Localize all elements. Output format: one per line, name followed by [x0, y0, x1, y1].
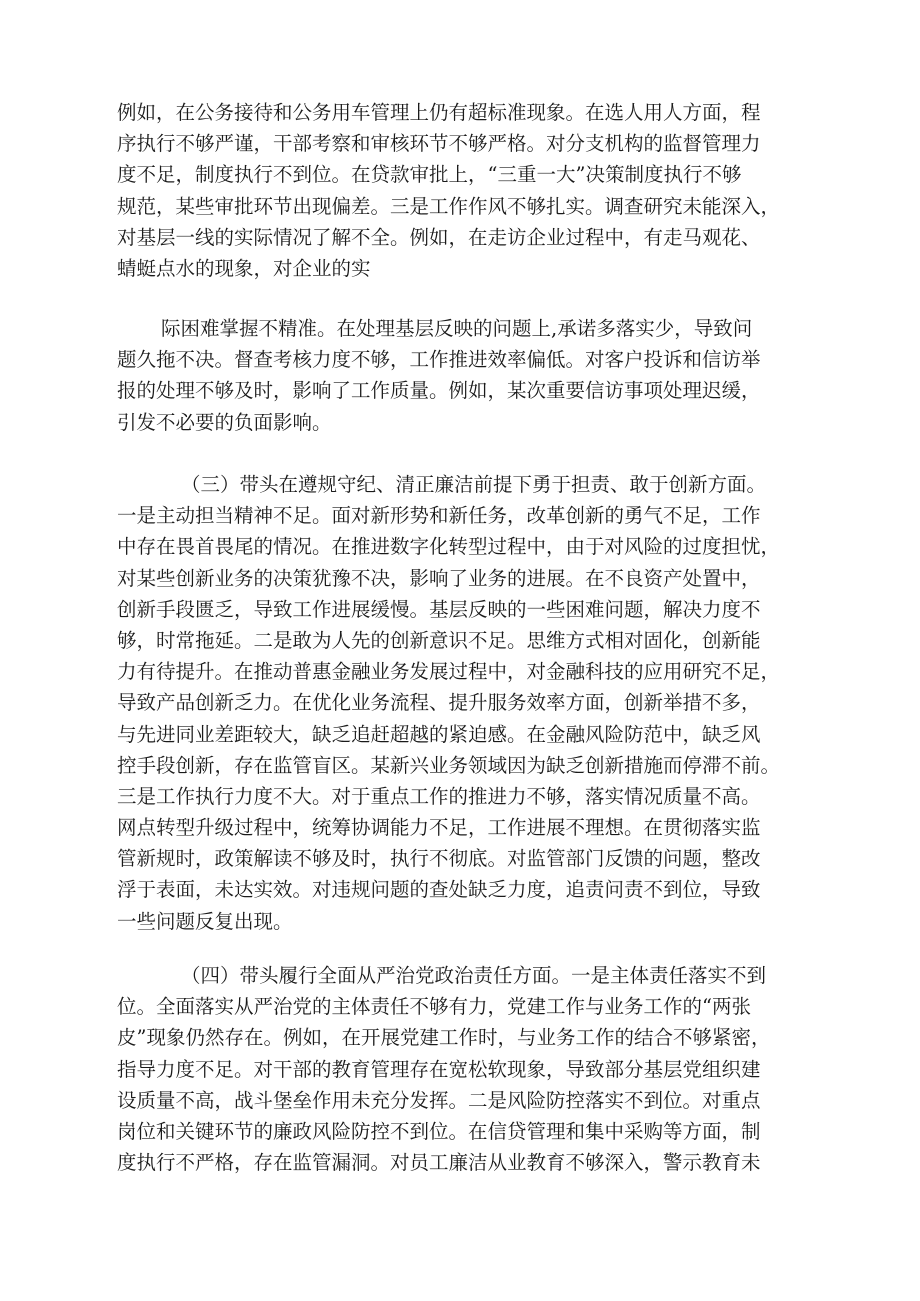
paragraph-line: 对基层一线的实际情况了解不全。例如，在走访企业过程中，有走马观花、	[117, 225, 761, 249]
paragraph-line: 一是主动担当精神不足。面对新形势和新任务，改革创新的勇气不足，工作	[117, 504, 761, 528]
paragraph-line: 引发不必要的负面影响。	[117, 410, 332, 434]
paragraph-4	[117, 960, 837, 1178]
paragraph-line: 够，时常拖延。二是敢为人先的创新意识不足。思维方式相对固化，创新能	[117, 628, 761, 652]
paragraph-line: 管新规时，政策解读不够及时，执行不彻底。对监管部门反馈的问题，整改	[117, 847, 761, 871]
paragraph-line: 指导力度不足。对干部的教育管理存在宽松软现象，导致部分基层党组织建	[117, 1057, 761, 1081]
paragraph-line: 例如，在公务接待和公务用车管理上仍有超标准现象。在选人用人方面，程	[117, 101, 761, 124]
paragraph-line: 度不足，制度执行不到位。在贷款审批上，“三重一大”决策制度执行不够	[117, 163, 742, 187]
paragraph-line: 力有待提升。在推动普惠金融业务发展过程中，对金融科技的应用研究不足，	[117, 660, 781, 684]
paragraph-line: 际困难掌握不精准。在处理基层反映的问题上,承诺多落实少，导致问	[161, 317, 753, 340]
paragraph-line: 一些问题反复出现。	[117, 909, 293, 933]
paragraph-line: 与先进同业差距较大，缺乏追赶超越的紧迫感。在金融风险防范中，缺乏风	[117, 722, 761, 746]
paragraph-line: 导致产品创新乏力。在优化业务流程、提升服务效率方面，创新举措不多，	[117, 691, 761, 715]
section-heading-4: （四）带头履行全面从严治党政治责任方面。一是主体责任落实不到	[181, 964, 767, 987]
section-heading-3: （三）带头在遵规守纪、清正廉洁前提下勇于担责、敢于创新方面。	[181, 473, 767, 496]
paragraph-line: 设质量不高，战斗堡垒作用未充分发挥。二是风险防控落实不到位。对重点	[117, 1088, 761, 1112]
paragraph-line: 浮于表面，未达实效。对违规问题的查处缺乏力度，追责问责不到位，导致	[117, 878, 761, 902]
paragraph-line: 中存在畏首畏尾的情况。在推进数字化转型过程中，由于对风险的过度担忧，	[117, 535, 781, 559]
paragraph-line: 创新手段匮乏，导致工作进展缓慢。基层反映的一些困难问题，解决力度不	[117, 597, 761, 621]
paragraph-line: 岗位和关键环节的廉政风险防控不到位。在信贷管理和集中采购等方面，制	[117, 1119, 761, 1143]
paragraph-1	[117, 97, 837, 284]
paragraph-3	[117, 469, 837, 937]
paragraph-2	[117, 313, 837, 438]
paragraph-line: 位。全面落实从严治党的主体责任不够有力，党建工作与业务工作的“两张	[117, 995, 751, 1019]
paragraph-line: 报的处理不够及时，影响了工作质量。例如，某次重要信访事项处理迟缓，	[117, 379, 761, 403]
paragraph-line: 对某些创新业务的决策犹豫不决，影响了业务的进展。在不良资产处置中，	[117, 566, 761, 590]
paragraph-line: 网点转型升级过程中，统筹协调能力不足，工作进展不理想。在贯彻落实监	[117, 816, 761, 840]
paragraph-line: 皮”现象仍然存在。例如，在开展党建工作时，与业务工作的结合不够紧密，	[117, 1026, 771, 1050]
paragraph-line: 序执行不够严谨，干部考察和审核环节不够严格。对分支机构的监督管理力	[117, 132, 761, 156]
paragraph-line: 蜻蜓点水的现象，对企业的实	[117, 256, 371, 280]
paragraph-line: 控手段创新，存在监管盲区。某新兴业务领域因为缺乏创新措施而停滞不前。	[117, 753, 781, 777]
paragraph-line: 度执行不严格，存在监管漏洞。对员工廉洁从业教育不够深入，警示教育未	[117, 1151, 761, 1175]
paragraph-line: 三是工作执行力度不大。对于重点工作的推进力不够，落实情况质量不高。	[117, 784, 761, 808]
paragraph-line: 规范，某些审批环节出现偏差。三是工作作风不够扎实。调查研究未能深入，	[117, 194, 781, 218]
paragraph-line: 题久拖不决。督查考核力度不够，工作推进效率偏低。对客户投诉和信访举	[117, 348, 761, 372]
